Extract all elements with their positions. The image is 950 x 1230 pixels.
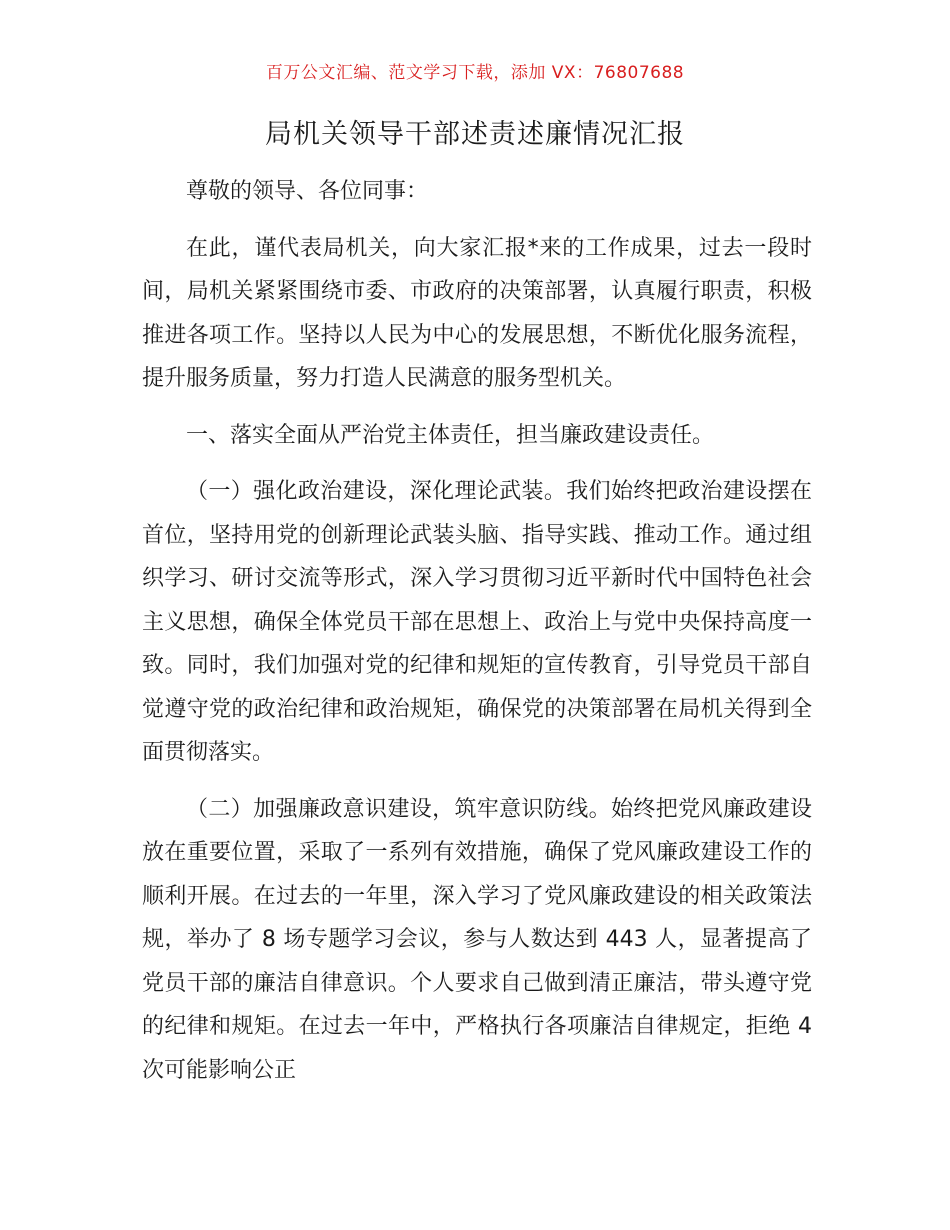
paragraph-integrity-awareness: （二）加强廉政意识建设，筑牢意识防线。始终把党风廉政建设放在重要位置，采取了一系列有效措施，确保了党风廉政建设工作的顺利开展。在过去的一年里，深入学习了党风廉政建设的相关政策法规，举办了 8 场专题学习会议，参与人数达到 443 人，显著提高了党员干部的廉洁自律意识。个人要求自己做到清正廉洁，带头遵守党的纪律和规矩。在过去一年中，严格执行各项廉洁自律规定，拒绝 4 次可能影响公正 (142, 796, 812, 1083)
paragraph-intro: 在此，谨代表局机关，向大家汇报*来的工作成果，过去一段时间，局机关紧紧围绕市委、市政府的决策部署，认真履行职责，积极推进各项工作。坚持以人民为中心的发展思想，不断优化服务流程，提升服务质量，努力打造人民满意的服务型机关。 (142, 235, 812, 391)
watermark-header: 百万公文汇编、范文学习下载，添加 VX：76807688 (265, 63, 685, 83)
document-body (142, 170, 812, 1105)
page-title: 局机关领导干部述责述廉情况汇报 (265, 119, 685, 150)
greeting: 尊敬的领导、各位同事： (186, 179, 429, 204)
paragraph-political-building: （一）强化政治建设，深化理论武装。我们始终把政治建设摆在首位，坚持用党的创新理论武装头脑、指导实践、推动工作。通过组织学习、研讨交流等形式，深入学习贯彻习近平新时代中国特色社会主义思想，确保全体党员干部在思想上、政治上与党中央保持高度一致。同时，我们加强对党的纪律和规矩的宣传教育，引导党员干部自觉遵守党的政治纪律和政治规矩，确保党的决策部署在局机关得到全面贯彻落实。 (142, 479, 812, 765)
section-heading-1: 一、落实全面从严治党主体责任，担当廉政建设责任。 (186, 422, 715, 448)
